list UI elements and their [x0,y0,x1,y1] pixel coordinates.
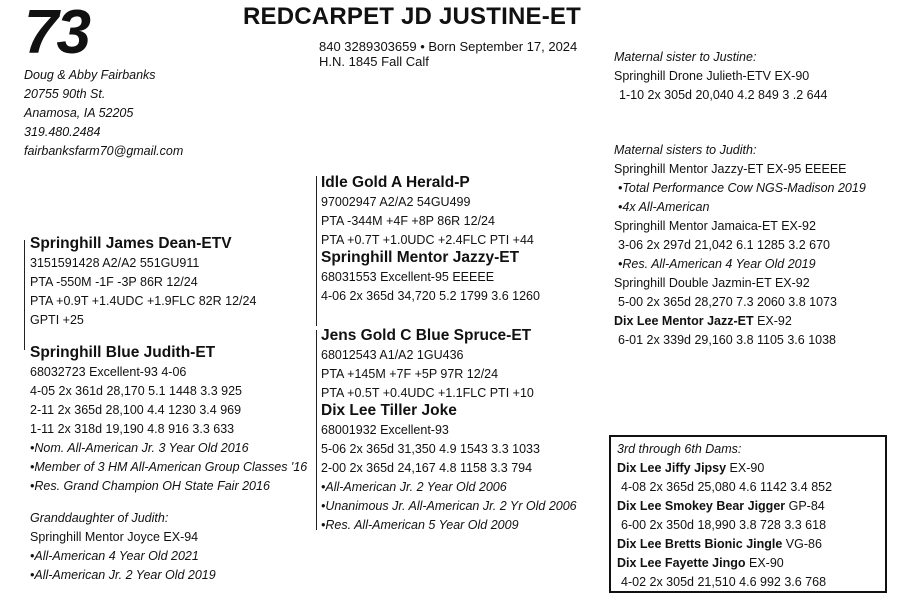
dam-entry-name: Dix Lee Fayette Jingo [617,556,746,570]
dam-entry-classification: VG-86 [782,537,822,551]
sire-sire-name: Idle Gold A Herald-P [321,174,470,191]
sire-line: PTA -550M -1F -3P 86R 12/24 [30,275,198,289]
sire-dam-record: 4-06 2x 365d 34,720 5.2 1799 3.6 1260 [321,289,540,303]
dam-honor: •Nom. All-American Jr. 3 Year Old 2016 [30,441,249,455]
sire-line: GPTI +25 [30,313,84,327]
lot-number: 73 [24,0,89,67]
maternal-sister-header: Maternal sister to Justine: [614,50,757,64]
granddaughter-honor: •All-American Jr. 2 Year Old 2019 [30,568,216,582]
dam-sire-block [321,326,534,403]
sister-classification: EX-92 [753,314,792,328]
dam-dam-honor: •All-American Jr. 2 Year Old 2006 [321,480,507,494]
dam-entry-classification: GP-84 [785,499,825,513]
dams-box-content [617,440,832,592]
sire-dam-name: Springhill Mentor Jazzy-ET [321,249,520,266]
consignor-email: fairbanksfarm70@gmail.com [24,144,184,158]
granddaughter-header: Granddaughter of Judith: [30,511,169,525]
dam-record: 4-05 2x 361d 28,170 5.1 1448 3.3 925 [30,384,242,398]
dam-sire-line: PTA +145M +7F +5P 97R 12/24 [321,367,499,381]
dam-dam-honor: •Res. All-American 5 Year Old 2009 [321,518,519,532]
dam-dam-record: 2-00 2x 365d 24,167 4.8 1158 3.3 794 [321,461,533,475]
consignor-street: 20755 90th St. [24,87,106,101]
dam-entry-record: 4-08 2x 365d 25,080 4.6 1142 3.4 852 [621,480,833,494]
dam-sire-line: PTA +0.5T +0.4UDC +1.1FLC PTI +10 [321,386,534,400]
dam-entry-name: Dix Lee Bretts Bionic Jingle [617,537,783,551]
sister-honor: •4x All-American [618,200,710,214]
dam-entry-name: Dix Lee Jiffy Jipsy [617,461,727,475]
sister-name: Springhill Mentor Jazzy-ET EX-95 EEEEE [614,162,847,176]
maternal-sister-name: Springhill Drone Julieth-ETV EX-90 [614,69,810,83]
consignor-city: Anamosa, IA 52205 [24,106,134,120]
dam-honor: •Res. Grand Champion OH State Fair 2016 [30,479,270,493]
sire-block [30,234,256,330]
dam-entry-classification: EX-90 [745,556,784,570]
maternal-sister-record: 1-10 2x 305d 20,040 4.2 849 3 .2 644 [619,88,828,102]
dam-dam-block [321,401,577,535]
dam-record: 2-11 2x 365d 28,100 4.4 1230 3.4 969 [30,403,242,417]
consignor-name: Doug & Abby Fairbanks [24,68,156,82]
sire-sire-line: PTA +0.7T +1.0UDC +2.4FLC PTI +44 [321,233,534,247]
pedigree-line-sire [24,240,25,350]
maternal-sisters-header: Maternal sisters to Judith: [614,143,757,157]
dam-line: 68032723 Excellent-93 4-06 [30,365,187,379]
consignor-phone: 319.480.2484 [24,125,101,139]
sister-honor: •Res. All-American 4 Year Old 2019 [618,257,816,271]
sister-record: 3-06 2x 297d 21,042 6.1 1285 3.2 670 [618,238,830,252]
sister-honor: •Total Performance Cow NGS-Madison 2019 [618,181,866,195]
pedigree-line-sire-side [316,176,317,326]
dam-honor: •Member of 3 HM All-American Group Classes '16 [30,460,308,474]
dam-dam-record: 5-06 2x 365d 31,350 4.9 1543 3.3 1033 [321,442,540,456]
dam-record: 1-11 2x 318d 19,190 4.8 916 3.3 633 [30,422,235,436]
dam-sire-line: 68012543 A1/A2 1GU436 [321,348,464,362]
animal-name: REDCARPET JD JUSTINE-ET [243,3,581,30]
sire-sire-line: PTA -344M +4F +8P 86R 12/24 [321,214,495,228]
sire-dam-block [321,248,540,306]
dam-entry-record: 4-02 2x 305d 21,510 4.6 992 3.6 768 [621,575,827,589]
granddaughter-honor: •All-American 4 Year Old 2021 [30,549,199,563]
maternal-sister-justine-block [614,48,828,105]
dam-entry-record: 6-00 2x 350d 18,990 3.8 728 3.3 618 [621,518,827,532]
sister-name: Springhill Double Jazmin-ET EX-92 [614,276,810,290]
sire-line: PTA +0.9T +1.4UDC +1.9FLC 82R 12/24 [30,294,257,308]
pedigree-line-dam-side [316,330,317,530]
sire-sire-line: 97002947 A2/A2 54GU499 [321,195,471,209]
dam-dam-honor: •Unanimous Jr. All-American Jr. 2 Yr Old 2006 [321,499,577,513]
sire-name: Springhill James Dean-ETV [30,235,232,252]
dam-entry-name: Dix Lee Smokey Bear Jigger [617,499,786,513]
dam-dam-name: Dix Lee Tiller Joke [321,402,457,419]
sister-name: Springhill Mentor Jamaica-ET EX-92 [614,219,816,233]
sire-sire-block [321,173,534,250]
dam-entry-classification: EX-90 [726,461,765,475]
consignor-block [24,66,183,161]
sister-name-jazz [614,312,866,331]
dam-dam-line: 68001932 Excellent-93 [321,423,449,437]
sire-dam-line: 68031553 Excellent-95 EEEEE [321,270,495,284]
dam-block [30,343,307,496]
animal-hn-line: H.N. 1845 Fall Calf [319,54,429,69]
sister-record: 6-01 2x 339d 29,160 3.8 1105 3.6 1038 [618,333,837,347]
dam-sire-name: Jens Gold C Blue Spruce-ET [321,327,532,344]
sister-name-bold: Dix Lee Mentor Jazz-ET [614,314,754,328]
granddaughter-name: Springhill Mentor Joyce EX-94 [30,530,199,544]
animal-id-line: 840 3289303659 • Born September 17, 2024 [319,39,578,54]
sister-record: 5-00 2x 365d 28,270 7.3 2060 3.8 1073 [618,295,837,309]
maternal-sisters-judith-block [614,141,866,350]
dams-box-header: 3rd through 6th Dams: [617,442,742,456]
sire-line: 3151591428 A2/A2 551GU911 [30,256,200,270]
dam-name: Springhill Blue Judith-ET [30,344,216,361]
granddaughter-block [30,509,216,585]
